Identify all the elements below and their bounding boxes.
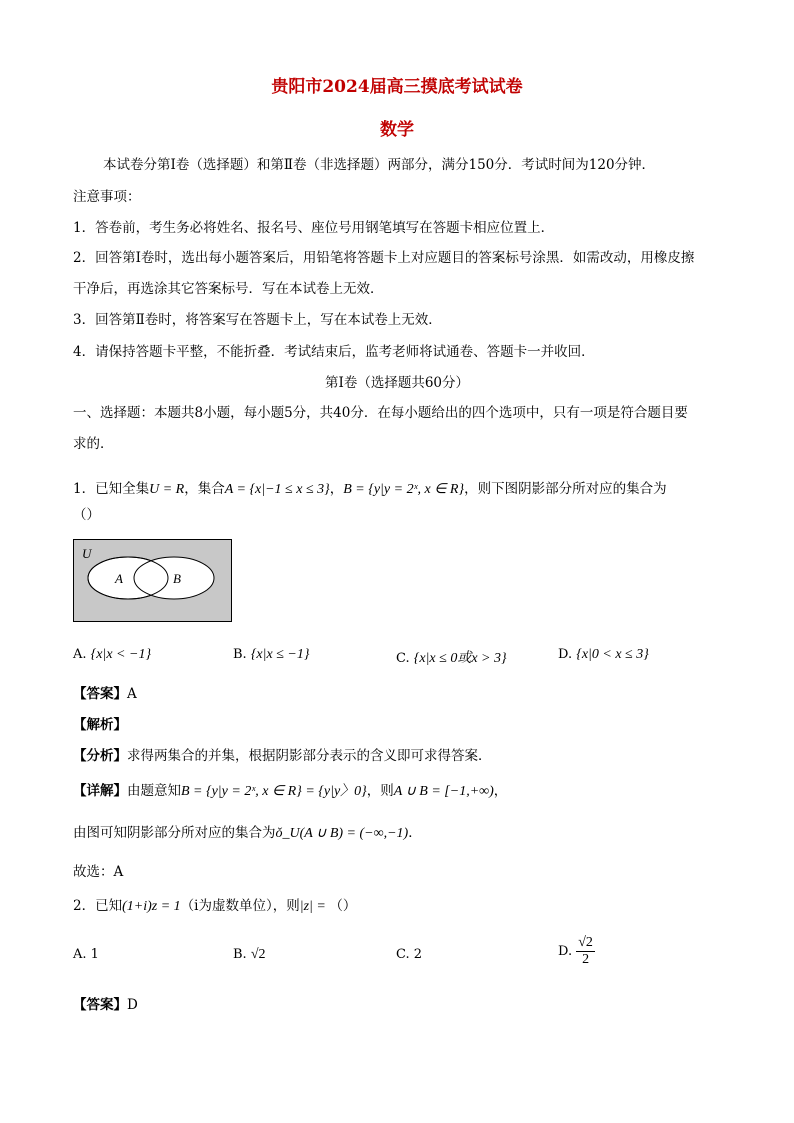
option-value: √2 [250, 947, 266, 962]
venn-diagram [73, 539, 233, 623]
note-item-4: 4．请保持答题卡平整，不能折叠．考试结束后，监考老师将试通卷、答题卡一并收回． [73, 344, 595, 360]
option-label: B. [233, 947, 247, 962]
q2-option-c [396, 947, 422, 962]
venn-label-a: A [115, 571, 123, 586]
q1-universal-set: U = R [149, 482, 185, 497]
q2-mid: （i为虚数单位），则 [180, 898, 300, 914]
answer-value: D [127, 997, 138, 1013]
answer-tag: 【答案】 [73, 686, 127, 702]
q1-paren: （） [73, 507, 100, 523]
q1-option-b [233, 647, 309, 663]
option-value: {x|x ≤ 0或x > 3} [413, 651, 507, 666]
q1-comma: ， [329, 481, 344, 497]
q1-option-d [558, 647, 649, 663]
fenxi-text: 求得两集合的并集，根据阴影部分表示的含义即可求得答案． [127, 748, 492, 764]
option-value: {x|x < −1} [90, 647, 152, 662]
xiangjie-math: B = {y|y = 2ˣ, x ∈ R} = {y|y〉0} [181, 784, 367, 799]
option-value: {x|0 < x ≤ 3} [576, 647, 649, 662]
fraction-numerator: √2 [578, 935, 593, 950]
option-value: {x|x ≤ −1} [250, 647, 310, 662]
q2-option-d [558, 935, 595, 968]
note-item-3: 3．回答第Ⅱ卷时，将答案写在答题卡上，写在本试卷上无效． [73, 312, 442, 328]
question-2-stem [73, 894, 356, 915]
fenxi-tag: 【分析】 [73, 748, 127, 764]
subject-title: 数学 [380, 120, 414, 140]
option-label: C. [396, 651, 410, 666]
option-label: A. [73, 947, 87, 962]
q1-analysis-tag: 【解析】 [73, 717, 127, 733]
q1-tail: ，则下图阴影部分所对应的集合为 [464, 481, 667, 497]
xiangjie-text: 由题意知 [127, 783, 181, 799]
xiangjie-text-c: ， [493, 783, 508, 799]
q1-answer [73, 682, 137, 702]
q1-set-a: A = {x|−1 ≤ x ≤ 3} [224, 482, 330, 497]
section-heading: 第Ⅰ卷（选择题共60分） [324, 375, 469, 391]
q1-option-a [73, 647, 151, 663]
q2-option-a [73, 947, 99, 962]
xiangjie-union: A ∪ B = [−1,+∞) [393, 784, 494, 799]
option-label: C. [396, 947, 410, 962]
document-title: 贵阳市2024届高三摸底考试试卷 [271, 77, 523, 97]
conclusion-text: 由图可知阴影部分所对应的集合为 [73, 825, 276, 841]
q2-answer [73, 993, 138, 1013]
q2-option-b [233, 947, 266, 963]
intro-text: 本试卷分第Ⅰ卷（选择题）和第Ⅱ卷（非选择题）两部分，满分150分．考试时间为120分钟． [103, 157, 656, 173]
q1-set-b: B = {y|y = 2ˣ, x ∈ R} [343, 482, 465, 497]
option-label: D. [558, 944, 573, 959]
venn-label-u: U [82, 546, 92, 561]
q2-lead: 2．已知 [73, 898, 123, 914]
q2-paren: （） [329, 898, 357, 914]
option-label: B. [233, 647, 247, 662]
option-label: A. [73, 647, 87, 662]
answer-tag: 【答案】 [73, 997, 127, 1013]
q1-xiangjie [73, 779, 507, 800]
q1-choice: 故选：A [73, 864, 124, 880]
q1-conclusion [73, 821, 422, 842]
q1-fenxi [73, 744, 492, 764]
section-instructions: 一、选择题：本题共8小题，每小题5分，共40分．在每小题给出的四个选项中，只有一项是符合题目要 [73, 405, 688, 421]
note-item-2: 2．回答第Ⅰ卷时，选出每小题答案后，用铅笔将答题卡上对应题目的答案标号涂黑．如需改动，用橡皮擦 [73, 250, 695, 266]
q1-lead: 1．已知全集 [73, 481, 150, 497]
fraction-denominator: 2 [582, 952, 590, 967]
note-item-1: 1．答卷前，考生务必将姓名、报名号、座位号用钢笔填写在答题卡相应位置上． [73, 220, 555, 236]
q2-equation: (1+i)z = 1 [122, 899, 181, 914]
venn-label-b: B [173, 571, 181, 586]
option-fraction [576, 935, 595, 968]
notes-heading: 注意事项： [73, 189, 141, 205]
question-1-stem [73, 477, 667, 498]
conclusion-math: ǒ_U(A ∪ B) = (−∞,−1) [275, 826, 409, 841]
q2-abs: |z| = [299, 899, 330, 914]
option-value: 1 [90, 947, 99, 962]
option-value: 2 [413, 947, 423, 962]
section-instructions-cont: 求的． [73, 436, 114, 452]
conclusion-period: ． [408, 825, 422, 841]
xiangjie-tag: 【详解】 [73, 783, 127, 799]
xiangjie-text-b: ，则 [366, 783, 394, 799]
q1-option-c [396, 647, 507, 667]
option-label: D. [558, 647, 573, 662]
q1-mid: ，集合 [184, 481, 225, 497]
answer-value: A [127, 686, 137, 702]
note-item-2-cont: 干净后，再选涂其它答案标号．写在本试卷上无效． [73, 281, 384, 297]
